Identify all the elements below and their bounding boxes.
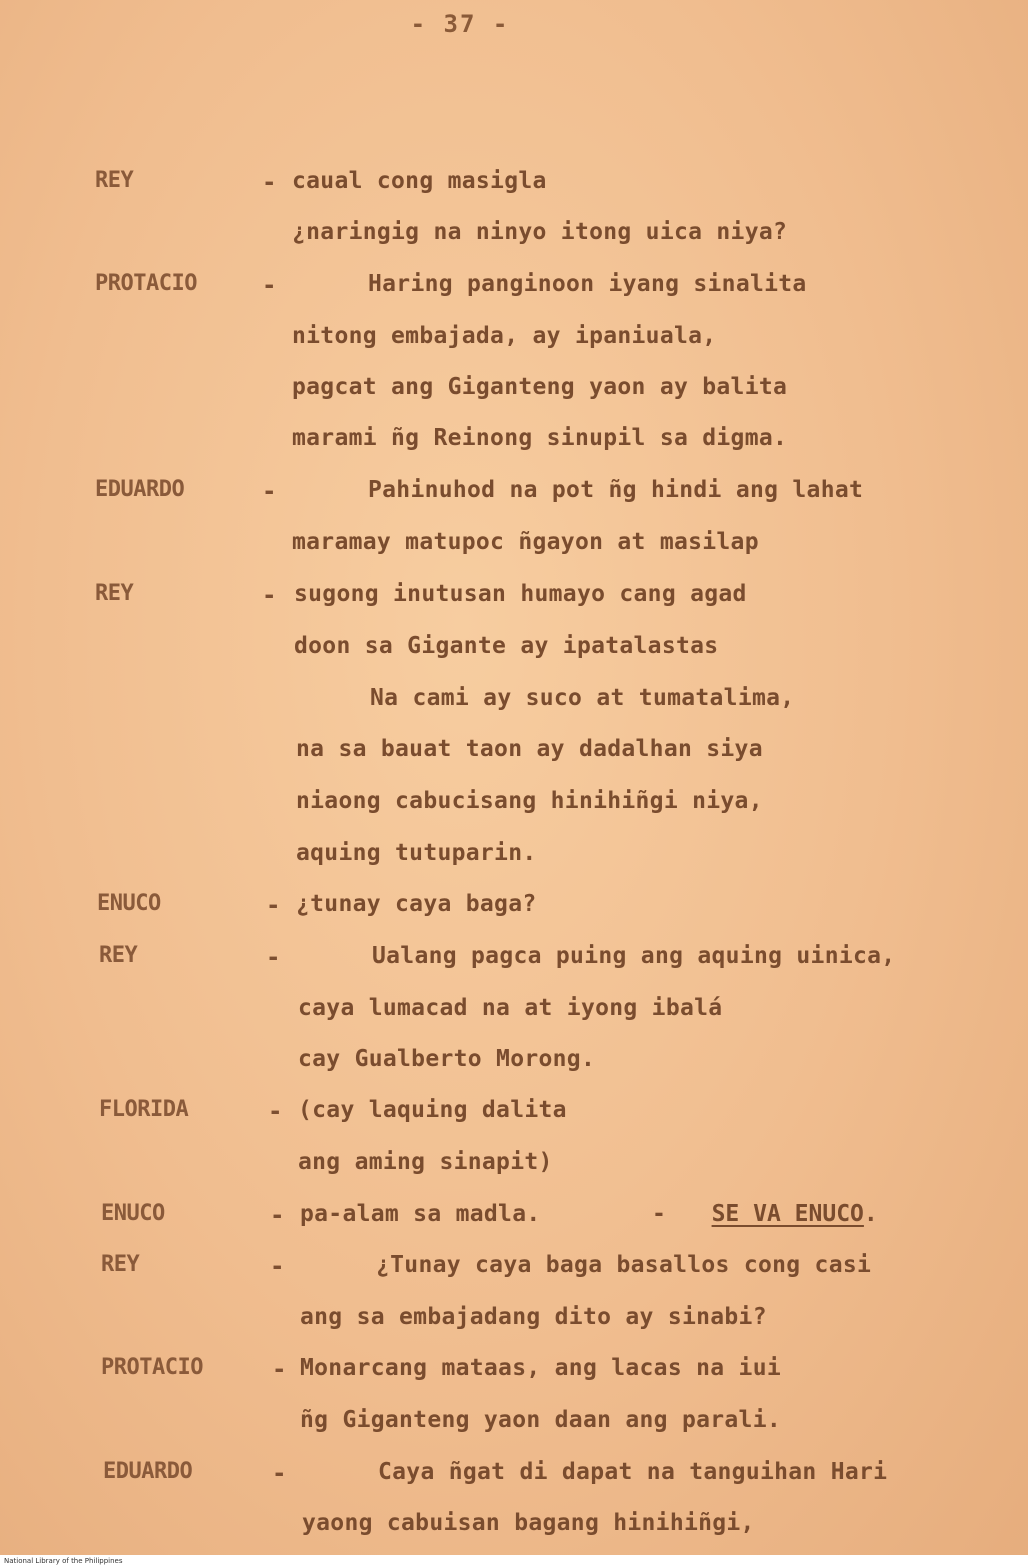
speaker-dash: - (272, 1459, 287, 1487)
speaker-dash: - (262, 477, 277, 505)
dialogue-text: aquing tutuparin. (296, 840, 537, 866)
speaker-dash: - (262, 581, 277, 609)
stage-direction-dash: - (652, 1201, 666, 1227)
dialogue-text: Ualang pagca puing ang aquing uinica, (372, 943, 896, 969)
speaker-dash: - (270, 1252, 285, 1280)
script-line (0, 477, 1028, 517)
dialogue-text: ¿tunay caya baga? (296, 891, 537, 917)
script-line (0, 1097, 1028, 1137)
script-line (0, 374, 1028, 414)
dialogue-text: Haring panginoon iyang sinalita (368, 271, 807, 297)
speaker-dash: - (262, 168, 277, 196)
speaker-name: REY (99, 943, 138, 968)
script-line (0, 1149, 1028, 1189)
script-line (0, 943, 1028, 983)
script-line (0, 529, 1028, 569)
script-line (0, 1304, 1028, 1344)
dialogue-text: ñg Giganteng yaon daan ang parali. (300, 1407, 782, 1433)
footer-strip (0, 1555, 1028, 1568)
dialogue-text: Pahinuhod na pot ñg hindi ang lahat (368, 477, 864, 503)
script-line (0, 1510, 1028, 1550)
dialogue-text: nitong embajada, ay ipaniuala, (292, 323, 717, 349)
script-line (0, 995, 1028, 1035)
script-line (0, 1355, 1028, 1395)
dialogue-text: ang sa embajadang dito ay sinabi? (300, 1304, 767, 1330)
script-line (0, 581, 1028, 621)
dialogue-text: caual cong masigla (292, 168, 547, 194)
script-line (0, 425, 1028, 465)
speaker-dash: - (262, 271, 277, 299)
script-line (0, 685, 1028, 725)
script-line (0, 1407, 1028, 1447)
dialogue-text: Caya ñgat di dapat na tanguihan Hari (378, 1459, 888, 1485)
speaker-name: FLORIDA (99, 1097, 189, 1122)
speaker-name: PROTACIO (101, 1355, 203, 1380)
speaker-name: EDUARDO (103, 1459, 193, 1484)
dialogue-text: cay Gualberto Morong. (298, 1046, 596, 1072)
speaker-name: ENUCO (97, 891, 161, 916)
dialogue-text: pagcat ang Giganteng yaon ay balita (292, 374, 788, 400)
script-line (0, 736, 1028, 776)
stage-direction-text: SE VA ENUCO (711, 1201, 864, 1227)
script-line (0, 323, 1028, 363)
speaker-dash: - (268, 1097, 283, 1125)
dialogue-text: maramay matupoc ñgayon at masilap (292, 529, 759, 555)
dialogue-text: marami ñg Reinong sinupil sa digma. (292, 425, 788, 451)
script-line (0, 168, 1028, 208)
dialogue-text: (cay laquing dalita (298, 1097, 567, 1123)
speaker-dash: - (272, 1355, 287, 1383)
dialogue-text: na sa bauat taon ay dadalhan siya (296, 736, 763, 762)
dialogue-text: niaong cabucisang hinihiñgi niya, (296, 788, 763, 814)
dialogue-text: ¿naringig na ninyo itong uica niya? (292, 219, 788, 245)
footer-credit: National Library of the Philippines (4, 1557, 123, 1565)
speaker-dash: - (266, 891, 281, 919)
stage-direction (652, 1201, 878, 1227)
speaker-name: ENUCO (101, 1201, 165, 1226)
script-line (0, 1252, 1028, 1292)
script-line (0, 633, 1028, 673)
script-line (0, 788, 1028, 828)
dialogue-text: Monarcang mataas, ang lacas na iui (300, 1355, 782, 1381)
script-line (0, 219, 1028, 259)
speaker-name: REY (101, 1252, 140, 1277)
dialogue-text: pa-alam sa madla. (300, 1201, 541, 1227)
dialogue-text: doon sa Gigante ay ipatalastas (294, 633, 719, 659)
dialogue-text: ¿Tunay caya baga basallos cong casi (376, 1252, 872, 1278)
page-number: - 37 - (410, 10, 510, 38)
speaker-dash: - (266, 943, 281, 971)
dialogue-text: caya lumacad na at iyong ibalá (298, 995, 723, 1021)
script-line (0, 840, 1028, 880)
script-line (0, 891, 1028, 931)
dialogue-text: Na cami ay suco at tumatalima, (370, 685, 795, 711)
speaker-name: REY (95, 581, 134, 606)
speaker-dash: - (270, 1201, 285, 1229)
speaker-name: EDUARDO (95, 477, 185, 502)
speaker-name: REY (95, 168, 134, 193)
dialogue-text: ang aming sinapit) (298, 1149, 553, 1175)
stage-direction-period: . (863, 1201, 878, 1227)
script-line (0, 1201, 1028, 1241)
dialogue-text: sugong inutusan humayo cang agad (294, 581, 747, 607)
dialogue-text: yaong cabuisan bagang hinihiñgi, (302, 1510, 755, 1536)
speaker-name: PROTACIO (95, 271, 197, 296)
script-line (0, 1459, 1028, 1499)
script-line (0, 271, 1028, 311)
script-line (0, 1046, 1028, 1086)
